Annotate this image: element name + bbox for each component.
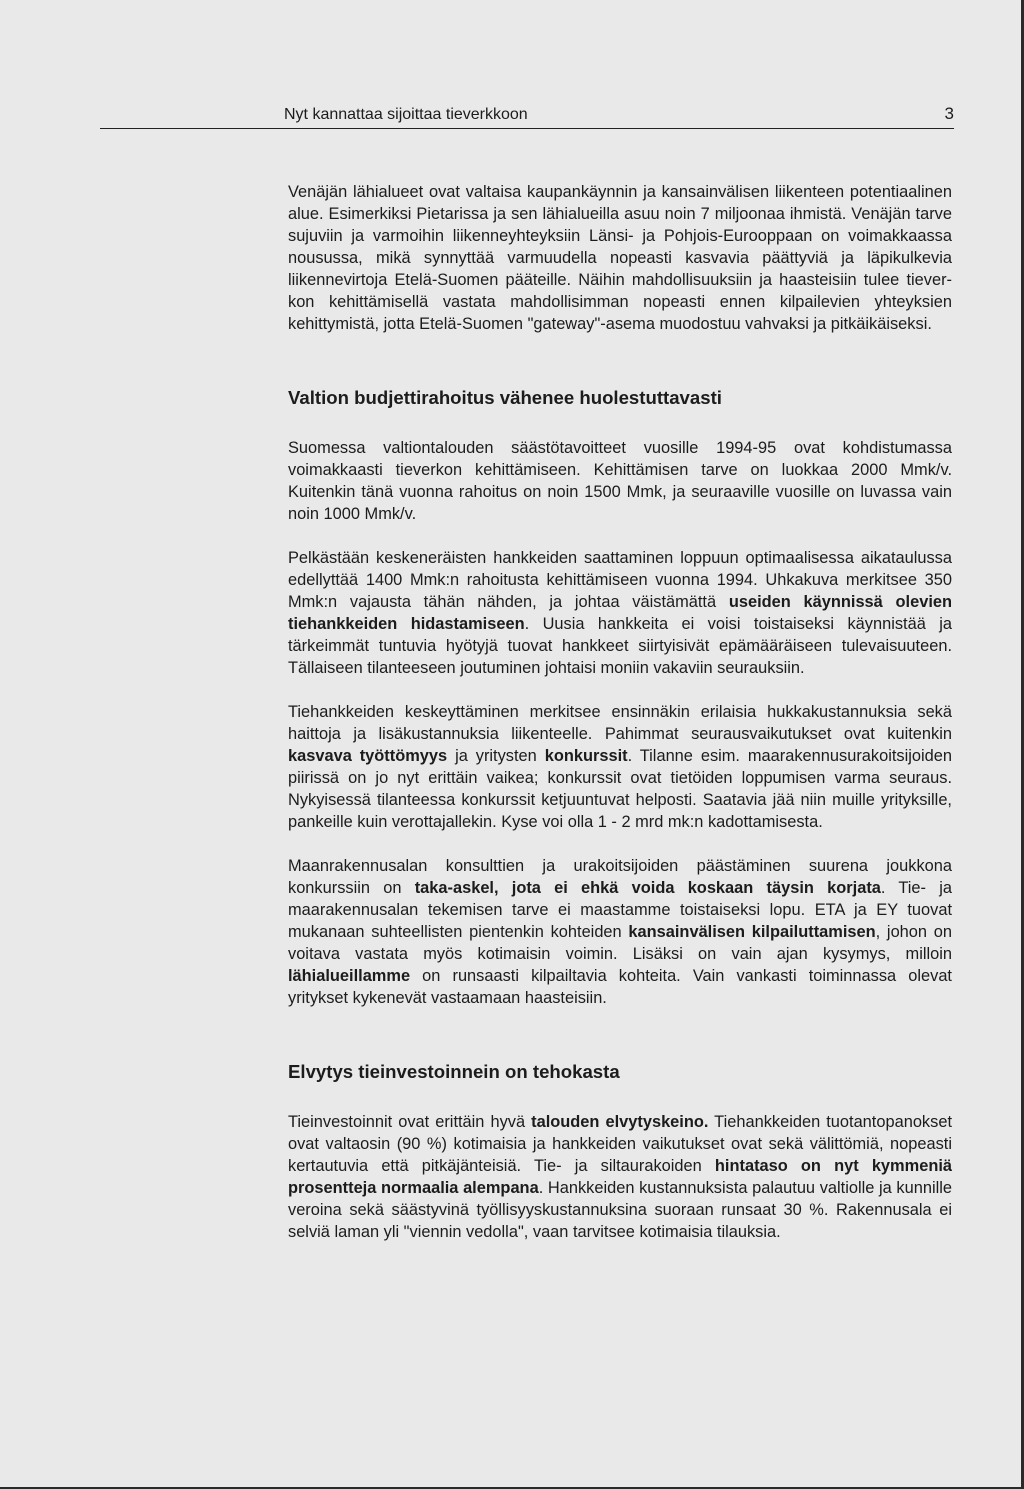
emphasis-economic-stimulus: talouden elvytyskeino. (531, 1113, 709, 1131)
paragraph-russia-markets: Venäjän lähialueet ovat valtaisa kaupankäynnin ja kansainvälisen liikenteen potentiaalinen alue. Esimerkiksi Pietarissa ja sen lähialueilla asuu noin 7 miljoonaa ihmistä. Venäjän tarve sujuviin ja varmoihin liikenneyhteyksiin Länsi- ja Pohjois-Eurooppaan on voimakkaassa nousussa, mikä synnyttää varmuudella nopeasti kasvavia päättyviä ja läpikulkevia liikennevirtoja Etelä-Suomen pääteille. Näihin mahdollisuuksiin ja haasteisiin tulee tieverkon kehittämisellä vastata mahdollisimman nopeasti ennen kilpailevien yhteyksien kehittymistä, jotta Etelä-Suomen "gateway"-asema muodostuu vahvaksi ja pitkäikäiseksi. (288, 183, 952, 333)
page-body (288, 181, 952, 1243)
emphasis-price-level: hintataso on nyt kymmeniä prosentteja normaalia alempana (288, 1157, 952, 1197)
emphasis-project-delays: useiden käynnissä olevien tiehankkeiden hidastamiseen (288, 593, 952, 633)
paragraph-road-investment-stimulus: Tieinvestoinnit ovat erittäin hyvä talouden elvytyskeino. Tiehankkeiden tuotantopanokset ovat valtaosin (90 %) kotimaisia ja hankkeiden vaikutukset ovat sekä välittömiä, nopeasti kertautuvia että pitkäjänteisiä. Tie- ja siltaurakoiden hintataso on nyt kymmeniä prosentteja normaalia alempana. Hankkeiden kustannuksista palautuu valtiolle ja kunnille veroina sekä säästyvinä työllisyyskustannuksina suoraan runsaat 30 %. Rakennusala ei selviä laman yli "viennin vedolla", vaan tarvitsee kotimaisia tilauksia. (288, 1113, 952, 1241)
emphasis-step-backwards: taka-askel, jota ei ehkä voida koskaan täysin korjata (414, 879, 881, 897)
page-header (100, 104, 954, 129)
paragraph-project-interruption: Tiehankkeiden keskeyttäminen merkitsee ensinnäkin erilaisia hukkakustannuksia sekä haittoja ja lisäkustannuksia liikenteelle. Pahimmat seurausvaikutukset ovat kuitenkin kasvava työttömyys ja yritysten konkurssit. Tilanne esim. maarakennusurakoitsijoiden piirissä on jo nyt erittäin vaikea; konkurssit ovat tietöiden loppumisen varma seuraus. Nykyisessä tilanteessa konkurssit ketjuuntuvat helposti. Saatavia jää niin muille yrityksille, pankeille kuin verottajallekin. Kyse voi olla 1 - 2 mrd mk:n kadottamisesta. (288, 703, 952, 831)
page-number: 3 (944, 104, 954, 123)
section-heading-budget: Valtion budjettirahoitus vähenee huolestuttavasti (288, 387, 722, 408)
paragraph-savings-targets: Suomessa valtiontalouden säästötavoitteet vuosille 1994-95 ovat kohdistumassa voimakkaasti tieverkon kehittämiseen. Kehittämisen tarve on luokkaa 2000 Mmk/v. Kuitenkin tänä vuonna rahoitus on noin 1500 Mmk, ja seuraaville vuosille on luvassa vain noin 1000 Mmk/v. (288, 439, 952, 523)
emphasis-bankruptcies: konkurssit (544, 747, 628, 765)
emphasis-international-tendering: kansainvälisen kilpailuttamisen (628, 923, 876, 941)
paragraph-unfinished-projects: Pelkästään keskeneräisten hankkeiden saattaminen loppuun optimaalisessa aikataulussa edellyttää 1400 Mmk:n rahoitusta kehittämiseen vuonna 1994. Uhkakuva merkitsee 350 Mmk:n vajausta tähän nähden, ja johtaa väistämättä useiden käynnissä olevien tiehankkeiden hidastamiseen. Uusia hankkeita ei voisi toistaiseksi käynnistää ja tärkeimmät tuntuvia hyötyjä tuovat hankkeet siirtyisivät epämääräiseen tulevaisuuteen. Tällaiseen tilanteeseen joutuminen johtaisi moniin vakaviin seurauksiin. (288, 549, 953, 677)
section-heading-stimulus: Elvytys tieinvestoinnein on tehokasta (288, 1061, 620, 1082)
paragraph-industry-bankruptcy: Maanrakennusalan konsulttien ja urakoitsijoiden päästäminen suurena joukkona konkurssiin on taka-askel, jota ei ehkä voida koskaan täysin korjata. Tie- ja maarakennusalan tekemisen tarve ei maastamme toistaiseksi lopu. ETA ja EY tuovat mukanaan suhteellisten pientenkin kohteiden kansainvälisen kilpailuttamisen, johon on voitava vastata myös kotimaisin voimin. Lisäksi on vain ajan kysymys, milloin lähialueillamme on runsaasti kilpailtavia kohteita. Vain vankasti toiminnassa olevat yritykset kykenevät vastaamaan haasteisiin. (288, 857, 952, 1007)
emphasis-unemployment: kasvava työttömyys (288, 747, 448, 765)
emphasis-neighbouring-regions: lähialueillamme (288, 967, 411, 985)
running-title: Nyt kannattaa sijoittaa tieverkkoon (284, 106, 528, 123)
